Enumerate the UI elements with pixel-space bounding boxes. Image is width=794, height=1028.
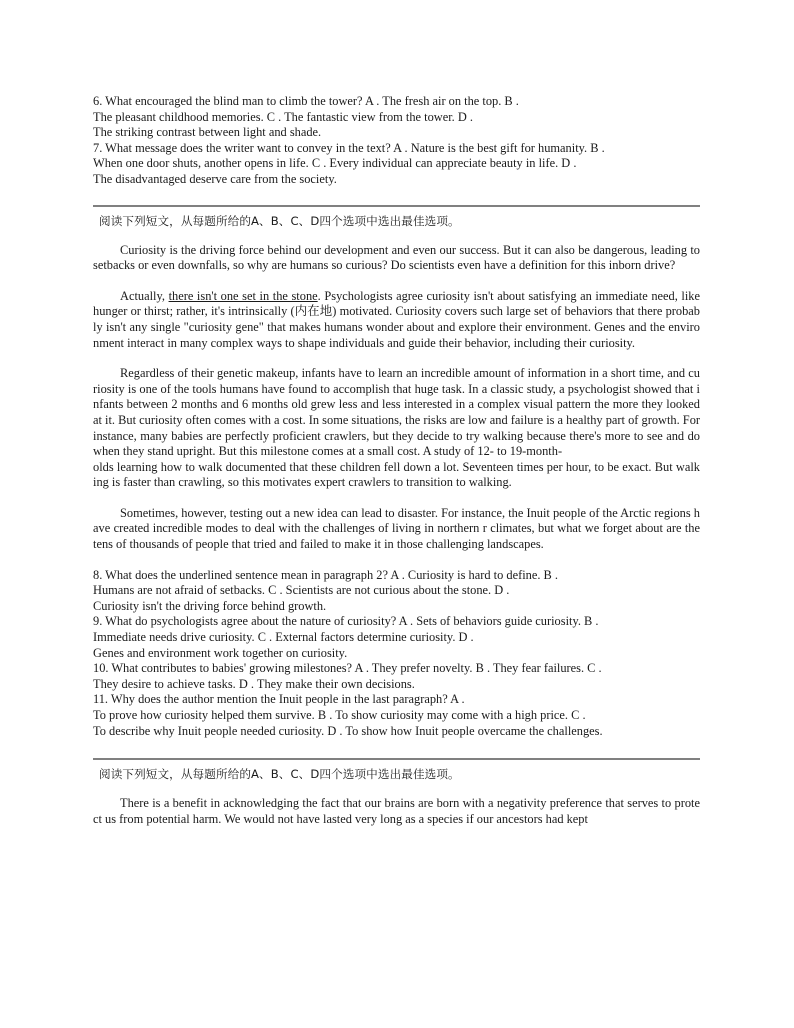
passage-paragraph-3-continued: olds learning how to walk documented that these children fell down a lot. Seventeen times per hour, to be exact. But walking is faster than crawling, so this motivates expert crawlers to transition to walking. bbox=[93, 459, 700, 490]
question-6 bbox=[93, 94, 700, 141]
passage-paragraph-1: Curiosity is the driving force behind our development and even our success. But it can also be dangerous, leading to setbacks or even downfalls, so why are humans so curious? Do scientists even have a definition for this inborn drive? bbox=[93, 242, 700, 273]
question-10 bbox=[93, 661, 700, 692]
passage-paragraph-3: Regardless of their genetic makeup, infants have to learn an incredible amount of information in a short time, and curiosity is one of the tools humans have found to accomplish that huge task. In a classic study, a psychologist showed that infants between 2 months and 6 months old grew less and less interested in a complex visual pattern the more they looked at it. But curiosity often comes with a cost. In some situations, the risks are low and failure is a healthy part of growth. For instance, many babies are perfectly proficient crawlers, but they decide to try walking because there's more to see and do when they stand upright. But this milestone comes at a small cost. A study of 12- to 19-month- bbox=[93, 366, 701, 459]
question-9 bbox=[93, 614, 700, 661]
question-9-line: Immediate needs drive curiosity. C . External factors determine curiosity. D . bbox=[93, 630, 474, 645]
question-11-line: To prove how curiosity helped them survive. B . To show curiosity may come with a high price. C . bbox=[93, 708, 586, 722]
question-7-line: When one door shuts, another opens in life. C . Every individual can appreciate beauty in life. D . bbox=[93, 156, 577, 171]
question-11-line: To describe why Inuit people needed curiosity. D . To show how Inuit people overcame the challenges. bbox=[93, 723, 603, 738]
question-8-line: Humans are not afraid of setbacks. C . Scientists are not curious about the stone. D . bbox=[93, 583, 510, 598]
passage-paragraph-4: Sometimes, however, testing out a new idea can lead to disaster. For instance, the Inuit people of the Arctic regions have created incredible modes to deal with the challenges of living in northern r climates, but what we forget about are the tens of thousands of people that tried and failed to make it in those challenging landscapes. bbox=[93, 505, 700, 552]
question-9-line: 9. What do psychologists agree about the nature of curiosity? A . Sets of behaviors guide curiosity. B . bbox=[93, 614, 599, 629]
paragraph-text: Actually, bbox=[120, 288, 169, 303]
section-instruction: 阅读下列短文，从每题所给的A、B、C、D四个选项中选出最佳选项。 bbox=[99, 767, 460, 782]
passage-paragraph-1: There is a benefit in acknowledging the fact that our brains are born with a negativity preference that serves to protect us from potential harm. We would not have lasted very long as a species if our ancestors had kept bbox=[93, 796, 700, 826]
question-6-line: The striking contrast between light and shade. bbox=[93, 125, 322, 140]
section-instruction: 阅读下列短文，从每题所给的A、B、C、D四个选项中选出最佳选项。 bbox=[99, 213, 460, 228]
question-9-line: Genes and environment work together on curiosity. bbox=[93, 645, 348, 660]
paragraph-text: . Psychologists agree curiosity isn't about satisfying an immediate need, like hunger or thirst; rather, it's intrinsically (内在地) motivated. Curiosity covers such large set of behaviors that there probably isn't any single "curiosity gene" that makes humans wonder about and explore their environment. Genes and the environment interact in many complex ways to shape individuals and guide their behavior, including their curiosity. bbox=[93, 288, 700, 350]
question-10-line: 10. What contributes to babies' growing milestones? A . They prefer novelty. B . They fear failures. C . bbox=[93, 661, 602, 676]
question-10-line: They desire to achieve tasks. D . They make their own decisions. bbox=[93, 676, 415, 691]
question-8-line: 8. What does the underlined sentence mean in paragraph 2? A . Curiosity is hard to define. B . bbox=[93, 567, 558, 582]
question-6-line: The pleasant childhood memories. C . The fantastic view from the tower. D . bbox=[93, 109, 473, 124]
question-8-line: Curiosity isn't the driving force behind growth. bbox=[93, 598, 327, 613]
question-8 bbox=[93, 568, 700, 615]
underlined-sentence: there isn't one set in the stone bbox=[168, 288, 318, 303]
document-page bbox=[93, 94, 700, 827]
question-6-line: 6. What encouraged the blind man to climb the tower? A . The fresh air on the top. B . bbox=[93, 94, 519, 108]
question-11-line: 11. Why does the author mention the Inuit people in the last paragraph? A . bbox=[93, 692, 465, 707]
question-7 bbox=[93, 141, 700, 188]
question-11 bbox=[93, 692, 700, 739]
question-7-line: The disadvantaged deserve care from the society. bbox=[93, 171, 337, 186]
question-7-line: 7. What message does the writer want to convey in the text? A . Nature is the best gift for humanity. B . bbox=[93, 140, 605, 155]
passage-paragraph-2 bbox=[93, 289, 700, 351]
